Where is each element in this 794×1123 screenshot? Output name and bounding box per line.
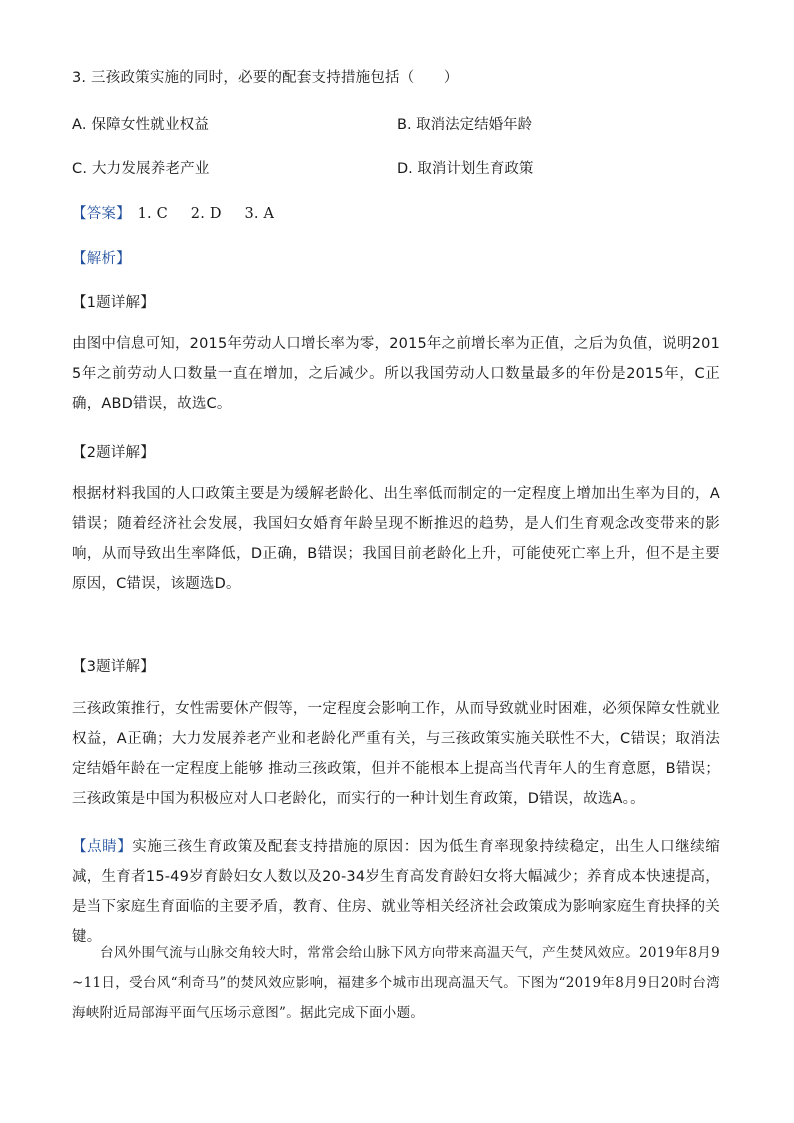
answer-item-3: 3. A [244,206,275,222]
option-b: B. 取消法定结婚年龄 [397,117,533,133]
option-c: C. 大力发展养老产业 [72,161,210,177]
reading-passage: 台风外围气流与山脉交角较大时，常常会给山脉下风方向带来高温天气，产生焚风效应。2019年8月9~11日，受台风“利奇马”的焚风效应影响，福建多个城市出现高温天气。下图为“2019年8月9日20时台湾海峡附近局部海平面气压场示意图”。据此完成下面小题。 [72,945,720,1021]
answer-item-1: 1. C [137,206,168,222]
answer-line [72,202,292,223]
answer-label: 【答案】 [72,206,131,222]
answer-item-2: 2. D [190,206,222,222]
option-d: D. 取消计划生育政策 [397,161,534,177]
detail1-heading: 【1题详解】 [72,295,155,311]
detail2-text: 根据材料我国的人口政策主要是为缓解老龄化、出生率低而制定的一定程度上增加出生率为目的，A错误；随着经济社会发展，我国妇女婚育年龄呈现不断推迟的趋势，是人们生育观念改变带来的影响，从而导致出生率降低，D正确，B错误；我国目前老龄化上升，可能使死亡率上升，但不是主要原因，C错误，该题选D。 [72,486,720,592]
detail2-heading: 【2题详解】 [72,445,155,461]
comment-label: 【点睛】 [72,839,133,855]
comment-text: 实施三孩生育政策及配套支持措施的原因：因为低生育率现象持续稳定，出生人口继续缩减，生育者15-49岁育龄妇女人数以及20-34岁生育高发育龄妇女将大幅减少；养育成本快速提高，是当下家庭生育面临的主要矛盾，教育、住房、就业等相关经济社会政策成为影响家庭生育抉择的关键。 [72,839,721,945]
detail1-text: 由图中信息可知，2015年劳动人口增长率为零，2015年之前增长率为正值，之后为负值，说明2015年之前劳动人口数量一直在增加，之后减少。所以我国劳动人口数量最多的年份是2015年，C正确，ABD错误，故选C。 [72,336,720,412]
comment-paragraph [72,832,720,952]
option-a: A. 保障女性就业权益 [72,117,210,133]
question-stem: 3. 三孩政策实施的同时，必要的配套支持措施包括（ ） [72,70,459,86]
analysis-label: 【解析】 [72,251,131,267]
detail3-text: 三孩政策推行，女性需要休产假等，一定程度会影响工作，从而导致就业时困难，必须保障女性就业权益，A正确；大力发展养老产业和老龄化严重有关，与三孩政策实施关联性不大，C错误；取消法定结婚年龄在一定程度上能够 推动三孩政策，但并不能根本上提高当代青年人的生育意愿，B错误；三孩政策是中国为积极应对人口老龄化，而实行的一种计划生育政策，D错误，故选A。。 [72,701,720,807]
detail3-heading: 【3题详解】 [72,659,155,675]
